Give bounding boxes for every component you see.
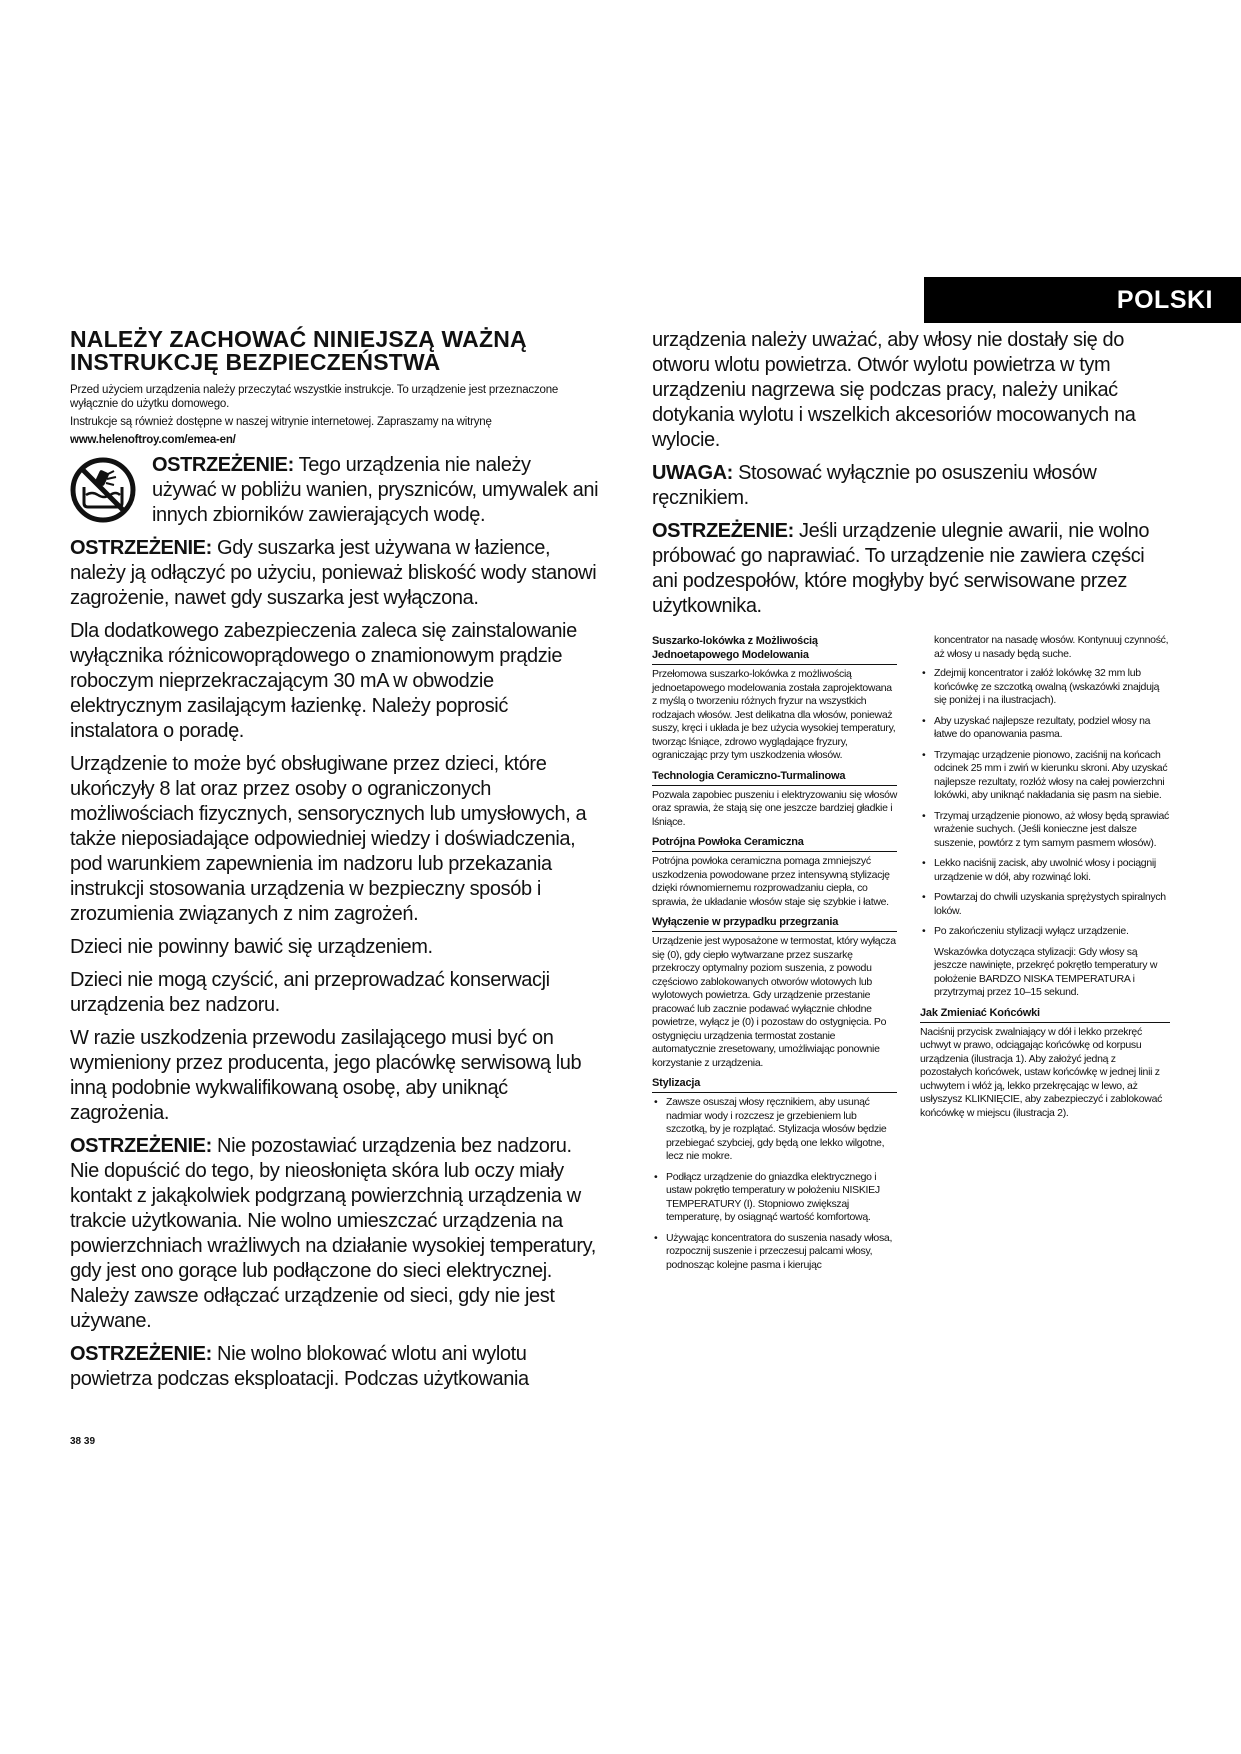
warning-text: Nie pozostawiać urządzenia bez nadzoru. Nie dopuścić do tego, by nieosłonięta skóra lub oczy miały kontakt z jakąkolwiek podgrzaną powierzchnią urządzenia w trakcie użytkowania. Nie wolno umieszczać urządzenia na powierzchniach wrażliwych na działanie wysokiej temperatury, gdy jest ono gorące lub podłączone do sieci elektrycznej. Należy zawsze odłączać urządzenie od sieci, gdy nie jest używane. bbox=[70, 1135, 596, 1332]
warning-text: Tego urządzenia nie należy używać w pobliżu wanien, pryszniców, umywalek ani innych zbiorników zawierających wodę. bbox=[152, 454, 599, 526]
styling-column bbox=[920, 634, 1170, 1126]
section-title-triple-ceramic: Potrójna Powłoka Ceramiczna bbox=[652, 835, 897, 852]
warning-1 bbox=[152, 453, 600, 528]
section-text-styler: Przełomowa suszarko-lokówka z możliwością jednoetapowego modelowania została zaprojektowana z myślą o tworzeniu różnych fryzur na wszystkich rodzajach włosów. Jest delikatna dla włosów, ponieważ suszy, kręci i układa je bez użycia wysokiej temperatury, tworząc lśniące, zdrowo wyglądające fryzury, ograniczając przy tym uszkodzenia włosów. bbox=[652, 668, 896, 761]
children-paragraph: Urządzenie to może być obsługiwane przez dzieci, które ukończyły 8 lat oraz przez osoby o ograniczonych możliwościach fizycznych, sensorycznych lub umysłowych, a także nieposiadające odpowiedniej wiedzy i doświadczenia, pod warunkiem zapewnienia im nadzoru lub przekazania instrukcji stosowania urządzenia w bezpieczny sposób i zrozumienia związanych z nim zagrożeń. bbox=[70, 753, 587, 925]
warning-5 bbox=[652, 519, 1172, 619]
note-text: Stosować wyłącznie po osuszeniu włosów ręcznikiem. bbox=[652, 462, 1097, 509]
children-play-paragraph: Dzieci nie powinny bawić się urządzeniem. bbox=[70, 936, 433, 958]
warning-label: OSTRZEŻENIE: bbox=[652, 520, 794, 542]
warning-label: OSTRZEŻENIE: bbox=[70, 1135, 212, 1157]
cord-paragraph: W razie uszkodzenia przewodu zasilającego musi być on wymieniony przez producenta, jego placówkę serwisową lub inną podobnie wykwalifikowaną osobę, aby uniknąć zagrożenia. bbox=[70, 1027, 582, 1124]
warning-text: Jeśli urządzenie ulegnie awarii, nie wolno próbować go naprawiać. To urządzenie nie zawiera części ani podzespołów, które mogłyby być serwisowane przez użytkownika. bbox=[652, 520, 1150, 617]
warning-label: OSTRZEŻENIE: bbox=[70, 1343, 212, 1365]
warning-label: OSTRZEŻENIE: bbox=[70, 537, 212, 559]
styling-tip: Wskazówka dotycząca stylizacji: Gdy włosy są jeszcze nawinięte, przekręć pokrętło temperatury w położenie BARDZO NISKA TEMPERATURA i przytrzymaj przez 10–15 sekund. bbox=[934, 945, 1158, 998]
features-column bbox=[652, 634, 897, 1279]
middle-column-top bbox=[652, 328, 1172, 627]
list-item: • Lekko naciśnij zacisk, aby uwolnić włosy i pociągnij urządzenie w dół, aby rozwinąć loki. bbox=[920, 857, 1170, 884]
list-item: • Zdejmij koncentrator i załóż lokówkę 32 mm lub końcówkę ze szczotką owalną (wskazówki znajdują się poniżej i na ilustracjach). bbox=[920, 667, 1170, 708]
styling-list bbox=[652, 1096, 897, 1272]
warning-4 bbox=[70, 1342, 600, 1392]
note-paragraph bbox=[652, 461, 1172, 511]
section-title-overheat: Wyłączenie w przypadku przegrzania bbox=[652, 915, 897, 932]
warning-text: Nie wolno blokować wlotu ani wylotu powietrza podczas eksploatacji. Podczas użytkowania bbox=[70, 1343, 529, 1390]
rcd-paragraph: Dla dodatkowego zabezpieczenia zaleca się zainstalowanie wyłącznika różnicowoprądowego o znamionowym prądzie roboczym nieprzekraczającym 30 mA w obwodzie elektrycznym zasilającym łazienkę. Należy poprosić instalatora o poradę. bbox=[70, 620, 577, 742]
section-title-styler: Suszarko-lokówka z Możliwością Jednoetapowego Modelowania bbox=[652, 634, 897, 665]
list-item: • Używając koncentratora do suszenia nasady włosa, rozpocznij suszenie i przeczesuj palcami włosy, podnosząc kolejne pasma i kierując bbox=[652, 1232, 897, 1273]
section-text-triple-ceramic: Potrójna powłoka ceramiczna pomaga zmniejszyć uszkodzenia powodowane przez intensywną stylizację dzięki równomiernemu rozprowadzaniu ciepła, co sprawia, że układanie włosów staje się szybkie i łatwe. bbox=[652, 855, 890, 908]
section-title-ceramic-tourmaline: Technologia Ceramiczno-Turmalinowa bbox=[652, 769, 897, 786]
website-link[interactable]: www.helenoftroy.com/emea-en/ bbox=[70, 434, 236, 446]
safety-title: NALEŻY ZACHOWAĆ NINIEJSZĄ WAŻNĄ INSTRUKCJĘ BEZPIECZEŃSTWA bbox=[70, 326, 527, 375]
list-item: • Trzymaj urządzenie pionowo, aż włosy będą sprawiać wrażenie suchych. (Jeśli konieczne jest dalsze suszenie, powtórz z tym samym pasmem włosów). bbox=[920, 810, 1170, 851]
list-item: • Powtarzaj do chwili uzyskania sprężystych spiralnych loków. bbox=[920, 891, 1170, 918]
list-item: • Zawsze osuszaj włosy ręcznikiem, aby usunąć nadmiar wody i rozczesz je grzebieniem lub szczotką, by je rozplątać. Stylizacja włosów będzie przebiegać szybciej, gdy będą one lekko wilgotne, lecz nie mokre. bbox=[652, 1096, 897, 1164]
section-title-styling: Stylizacja bbox=[652, 1076, 897, 1093]
list-item: • Po zakończeniu stylizacji wyłącz urządzenie. bbox=[920, 925, 1170, 939]
list-item: • Trzymając urządzenie pionowo, zaciśnij na końcach odcinek 25 mm i zwiń w kierunku skroni. Aby uzyskać najlepsze rezultaty, rozłóż włosy na całej powierzchni lokówki, aby uniknąć nakładania się pasm na siebie. bbox=[920, 749, 1170, 803]
styling-list-continued bbox=[920, 667, 1170, 939]
styling-continued: koncentrator na nasadę włosów. Kontynuuj czynność, aż włosy u nasady będą suche. bbox=[934, 634, 1169, 660]
section-text-change-attachments: Naciśnij przycisk zwalniający w dół i lekko przekręć uchwyt w prawo, odciągając końcówkę od korpusu urządzenia (ilustracja 1). Aby założyć jedną z pozostałych końcówek, ustaw końcówkę w jednej linii z uchwytem i włóż ją, lekko przekręcając w lewo, aż usłyszysz KLIKNIĘCIE, aby zabezpieczyć i zablokować końcówkę w miejscu (ilustracja 2). bbox=[920, 1025, 1163, 1119]
air-vent-paragraph: urządzenia należy uważać, aby włosy nie dostały się do otworu wlotu powietrza. Otwór wylotu powietrza w tym urządzeniu nagrzewa się podczas pracy, należy unikać dotykania wylotu i wszelkich akcesoriów mocowanych na wylocie. bbox=[652, 329, 1136, 451]
warning-label: OSTRZEŻENIE: bbox=[152, 454, 294, 476]
intro-text: Przed użyciem urządzenia należy przeczytać wszystkie instrukcje. To urządzenie jest przeznaczone wyłącznie do użytku domowego. bbox=[70, 384, 559, 410]
no-water-bath-icon bbox=[70, 457, 136, 523]
warning-2 bbox=[70, 536, 600, 611]
website-text: Instrukcje są również dostępne w naszej witrynie internetowej. Zapraszamy na witrynę bbox=[70, 416, 492, 428]
warning-text: Gdy suszarka jest używana w łazience, należy ją odłączyć po użyciu, ponieważ bliskość wody stanowi zagrożenie, nawet gdy suszarka jest wyłączona. bbox=[70, 537, 597, 609]
list-item: • Aby uzyskać najlepsze rezultaty, podziel włosy na łatwe do opanowania pasma. bbox=[920, 715, 1170, 742]
left-column bbox=[70, 328, 600, 1400]
warning-3 bbox=[70, 1134, 600, 1334]
section-text-overheat: Urządzenie jest wyposażone w termostat, który wyłącza się (0), gdy ciepło wytwarzane przez suszarkę przekroczy optymalny poziom suszenia, z powodu częściowo zablokowanych otworów wlotowych lub wylotowych powietrza. Gdy urządzenie przestanie pracować lub zacznie podawać wyłącznie chłodne powietrze, wyłącz je (0) i pozostaw do ostygnięcia. Po ostygnięciu urządzenia termostat zostanie automatycznie zresetowany, umożliwiając ponownie korzystanie z urządzenia. bbox=[652, 935, 896, 1069]
language-tab: POLSKI bbox=[924, 277, 1241, 323]
children-cleaning-paragraph: Dzieci nie mogą czyścić, ani przeprowadzać konserwacji urządzenia bez nadzoru. bbox=[70, 969, 550, 1016]
water-warning bbox=[70, 453, 600, 528]
list-item: • Podłącz urządzenie do gniazdka elektrycznego i ustaw pokrętło temperatury w położeniu NISKIEJ TEMPERATURY (I). Stopniowo zwiększaj temperaturę, by osiągnąć wartość komfortową. bbox=[652, 1171, 897, 1225]
page-number: 38 39 bbox=[70, 1436, 96, 1447]
section-title-change-attachments: Jak Zmieniać Końcówki bbox=[920, 1006, 1170, 1023]
note-label: UWAGA: bbox=[652, 462, 733, 484]
section-text-ceramic-tourmaline: Pozwala zapobiec puszeniu i elektryzowaniu się włosów oraz sprawia, że stają się one jeszcze bardziej gładkie i lśniące. bbox=[652, 788, 897, 828]
